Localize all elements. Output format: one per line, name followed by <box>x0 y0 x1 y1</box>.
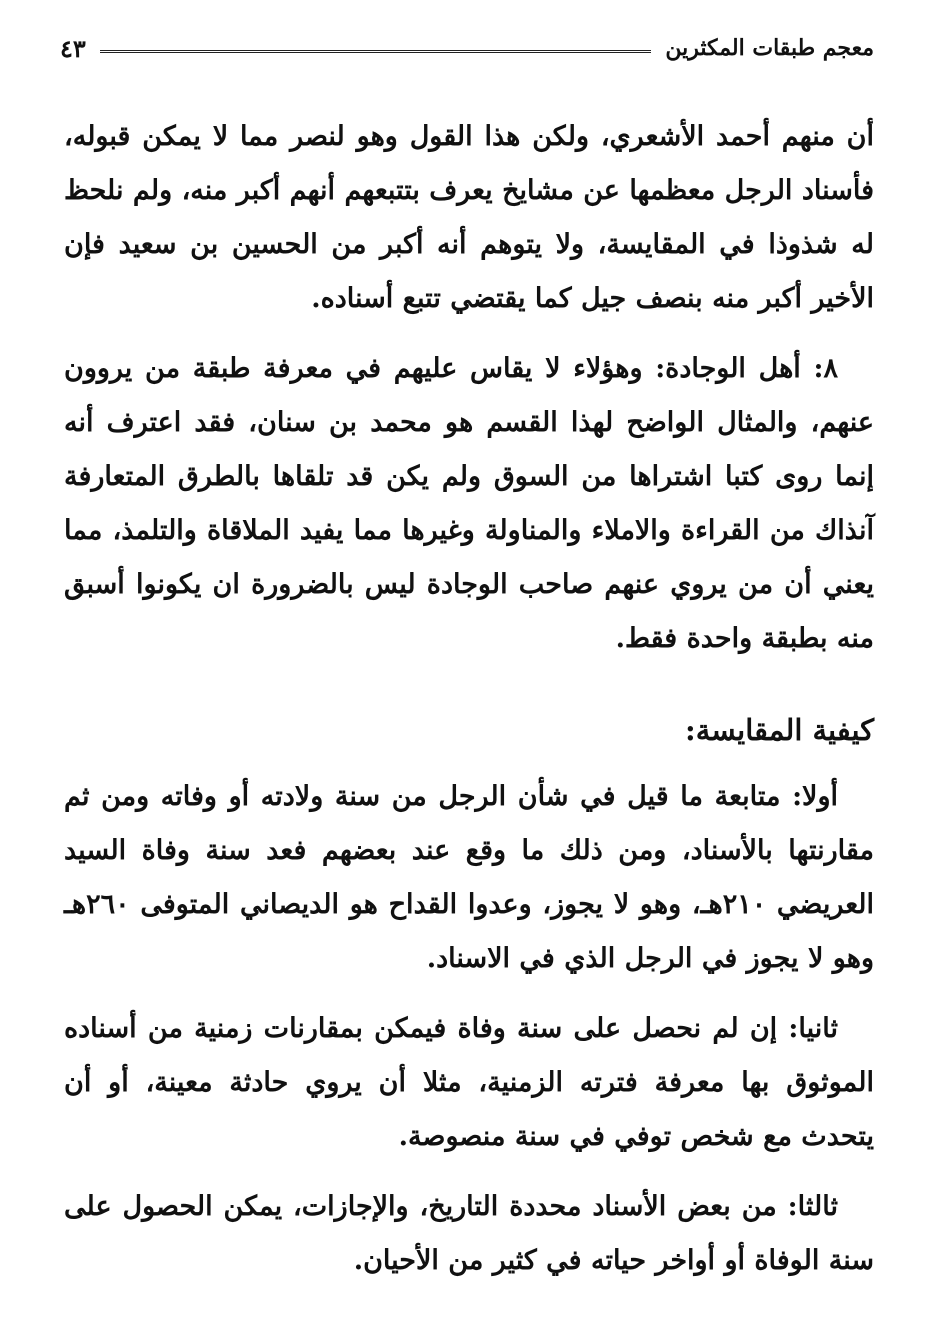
paragraph-4: ثانيا: إن لم نحصل على سنة وفاة فيمكن بمقارنات زمنية من أسناده الموثوق بها معرفة فترته الزمنية، مثلا أن يروي حادثة معينة، أو أن يتحدث مع شخص توفي في سنة منصوصة. <box>64 1013 874 1152</box>
paragraph-2 <box>64 342 874 666</box>
paragraph-2-lead: ٨: أهل الوجادة: <box>655 353 838 384</box>
page-number: ٤٣ <box>60 33 86 63</box>
paragraph-2-text: وهؤلاء لا يقاس عليهم في معرفة طبقة من يروون عنهم، والمثال الواضح لهذا القسم هو محمد بن سنان، فقد اعترف أنه إنما روى كتبا اشتراها من السوق ولم يكن قد تلقاها بالطرق المتعارفة آنذاك من القراءة والاملاء والمناولة وغيرها مما يفيد الملاقاة والتلمذ، مما يعني أن من يروي عنهم صاحب الوجادة ليس بالضرورة ان يكونوا أسبق منه بطبقة واحدة فقط. <box>64 353 874 654</box>
paragraph-1: أن منهم أحمد الأشعري، ولكن هذا القول وهو لنصر مما لا يمكن قبوله، فأسناد الرجل معظمها عن مشايخ يعرف بتتبعهم أنهم أكبر منه، ولم نلحظ له شذوذا في المقايسة، ولا يتوهم أنه أكبر من الحسين بن سعيد فإن الأخير أكبر منه بنصف جيل كما يقتضي تتبع أسناده. <box>64 121 874 314</box>
paragraph-3: أولا: متابعة ما قيل في شأن الرجل من سنة ولادته أو وفاته ومن ثم مقارنتها بالأسناد، ومن ذلك ما وقع عند بعضهم فعد سنة وفاة السيد العريضي ٢١٠هـ، وهو لا يجوز، وعدوا القداح هو الديصاني المتوفى ٢٦٠هـ وهو لا يجوز في الرجل الذي في الاسناد. <box>64 781 875 974</box>
page-body <box>64 110 874 1304</box>
paragraph-5: ثالثا: من بعض الأسناد محددة التاريخ، والإجازات، يمكن الحصول على سنة الوفاة أو أواخر حياته في كثير من الأحيان. <box>64 1191 874 1276</box>
section-heading: كيفية المقايسة: <box>685 713 874 747</box>
running-header <box>60 26 874 70</box>
book-title: معجم طبقات المكثرين <box>665 35 874 61</box>
header-rule <box>100 50 652 53</box>
